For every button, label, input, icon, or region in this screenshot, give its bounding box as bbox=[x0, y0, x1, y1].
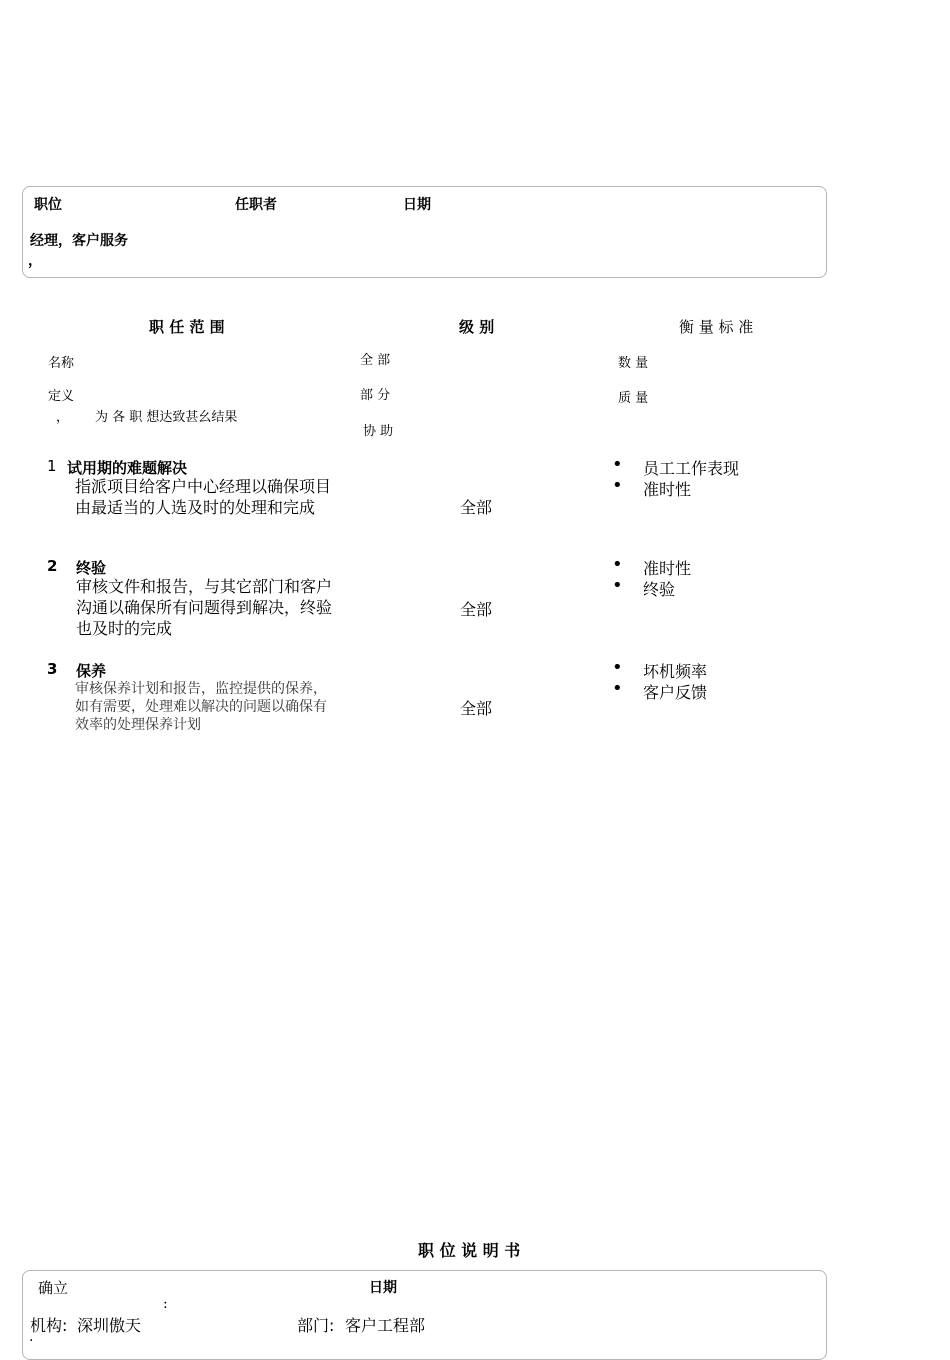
duty-description: 审核保养计划和报告，监控提供的保养，如有需要，处理难以解决的问题以确保有效率的处理保养计划 bbox=[75, 681, 327, 733]
dept-label: 部门: bbox=[297, 1316, 335, 1335]
measure-item: 准时性 bbox=[643, 559, 692, 578]
bullet-icon: • bbox=[612, 475, 623, 496]
bullet-icon: • bbox=[612, 554, 623, 575]
level-heading: 级 别 bbox=[459, 318, 495, 336]
duty-title: 保养 bbox=[76, 662, 107, 680]
duty-title: 试用期的难题解决 bbox=[67, 459, 188, 477]
footer-dot: . bbox=[29, 1329, 34, 1345]
footer-date-label: 日期 bbox=[369, 1280, 397, 1296]
scope-heading: 职 任 范 围 bbox=[149, 318, 225, 336]
dept-value: 客户工程部 bbox=[345, 1316, 426, 1335]
measure-item: 坏机频率 bbox=[643, 662, 708, 681]
duty-level: 全部 bbox=[460, 699, 493, 718]
position-label: 职位 bbox=[34, 197, 62, 213]
measure-item: 终验 bbox=[643, 580, 676, 599]
bullet-icon: • bbox=[612, 454, 623, 475]
duty-description: 指派项目给客户中心经理以确保项目由最适当的人选及时的处理和完成 bbox=[75, 477, 332, 517]
duty-description: 审核文件和报告，与其它部门和客户沟通以确保所有问题得到解决，终验也及时的完成 bbox=[76, 577, 333, 638]
bullet-icon: • bbox=[612, 575, 623, 596]
legend-definition-comma: ， bbox=[56, 410, 70, 425]
duty-number: 1 bbox=[47, 457, 57, 475]
duty-level: 全部 bbox=[460, 600, 493, 619]
legend-level-part: 部 分 bbox=[360, 388, 391, 403]
legend-definition: 定义 bbox=[48, 389, 75, 404]
measure-item: 客户反馈 bbox=[643, 683, 708, 702]
legend-level-all: 全 部 bbox=[360, 353, 391, 368]
legend-level-assist: 协 助 bbox=[363, 424, 394, 439]
measure-heading: 衡 量 标 准 bbox=[679, 318, 754, 336]
org-value: 深圳傲天 bbox=[77, 1316, 142, 1335]
position-value-comma: ， bbox=[28, 253, 42, 269]
date-label: 日期 bbox=[403, 197, 431, 213]
duty-level: 全部 bbox=[460, 498, 493, 517]
duty-number: 2 bbox=[47, 557, 58, 575]
bullet-icon: • bbox=[612, 657, 623, 678]
legend-measure-quality: 质 量 bbox=[618, 391, 649, 406]
legend-measure-quantity: 数 量 bbox=[618, 356, 649, 371]
org-label: 机构: bbox=[30, 1316, 68, 1335]
legend-name: 名称 bbox=[48, 356, 75, 371]
bullet-icon: • bbox=[612, 678, 623, 699]
document-title: 职 位 说 明 书 bbox=[418, 1241, 521, 1260]
duty-title: 终验 bbox=[76, 559, 107, 577]
position-value: 经理，客户服务 bbox=[30, 233, 128, 249]
measure-item: 员工工作表现 bbox=[643, 459, 740, 478]
measure-item: 准时性 bbox=[643, 480, 692, 499]
established-colon: : bbox=[163, 1296, 168, 1312]
established-label: 确立 bbox=[38, 1279, 69, 1297]
duty-number: 3 bbox=[47, 660, 58, 678]
holder-label: 任职者 bbox=[235, 197, 277, 213]
legend-definition-note: 为 各 职 想达致甚幺结果 bbox=[95, 410, 238, 425]
